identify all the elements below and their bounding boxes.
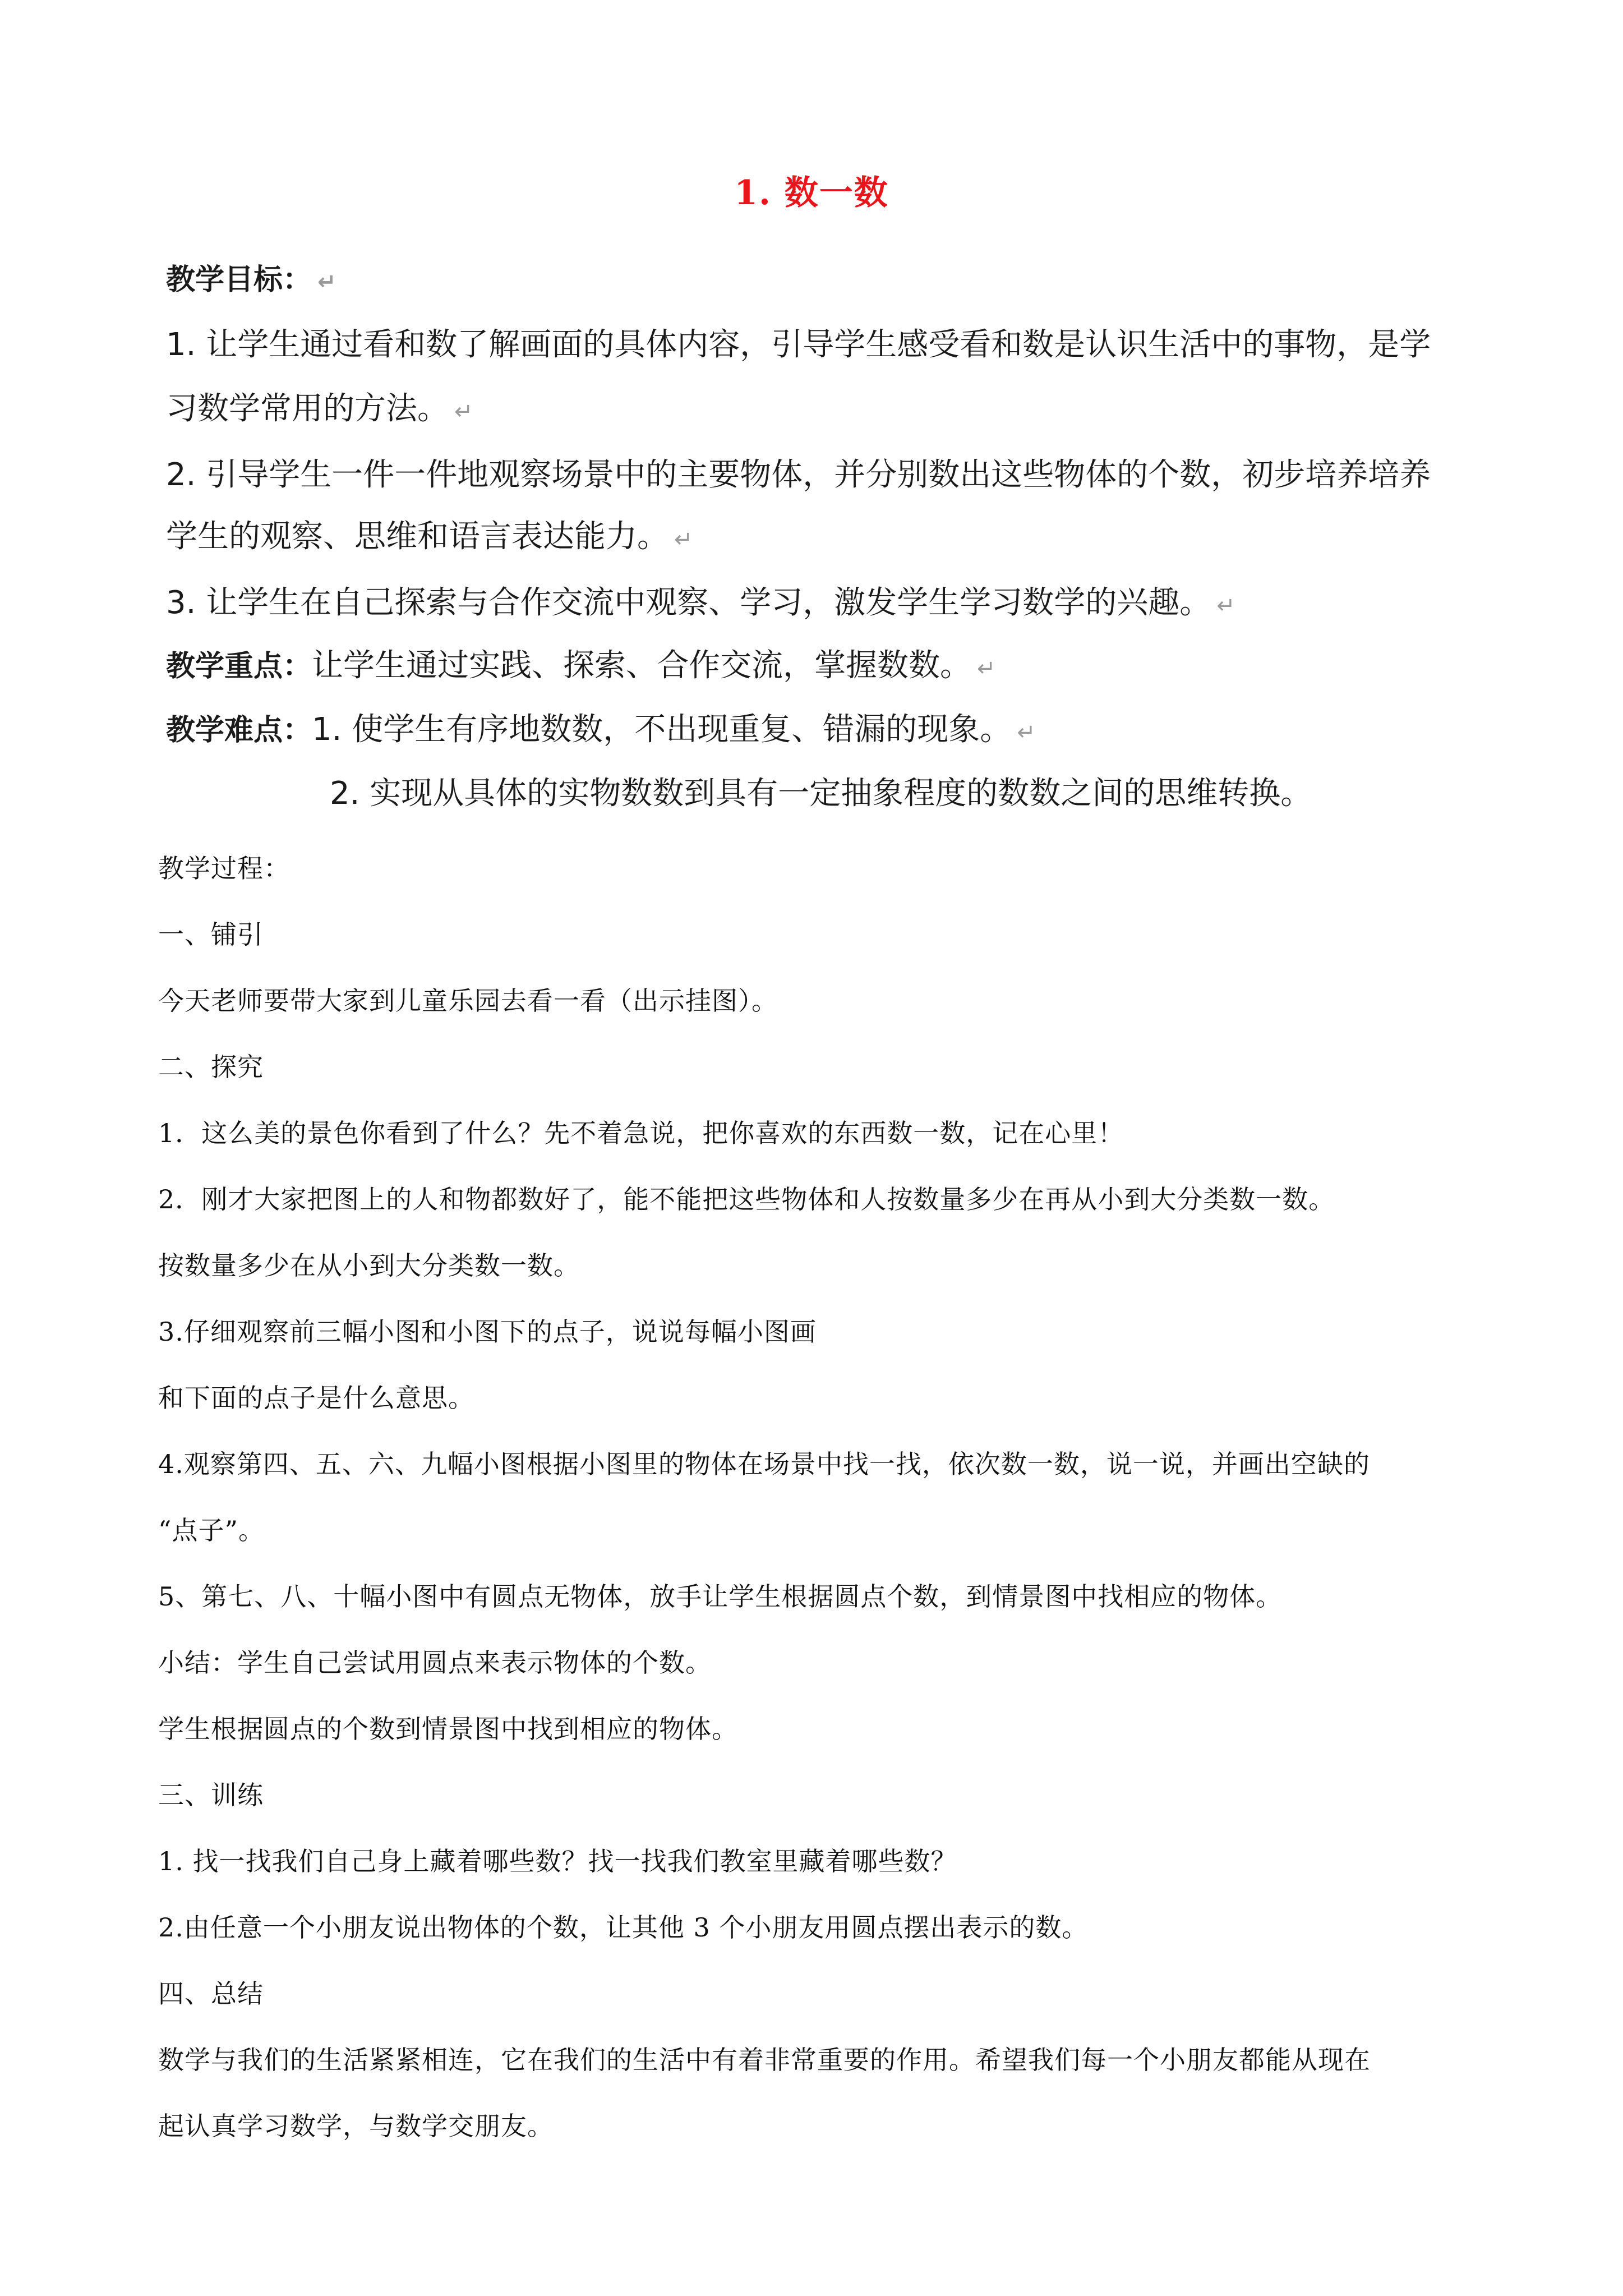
return-mark-icon: ↵ bbox=[1216, 593, 1235, 619]
process-line: 一、铺引 bbox=[158, 919, 264, 950]
goal-label bbox=[166, 256, 336, 298]
goal-line-2-text: 习数学常用的方法。 bbox=[166, 390, 449, 427]
return-mark-icon: ↵ bbox=[1017, 720, 1036, 746]
difficulty-line-2: 2. 实现从具体的实物数数到具有一定抽象程度的数数之间的思维转换。 bbox=[330, 775, 1312, 812]
difficulty-text-1: 1. 使学生有序地数数，不出现重复、错漏的现象。 bbox=[312, 711, 1012, 748]
process-line: 3.仔细观察前三幅小图和小图下的点子，说说每幅小图画 bbox=[158, 1317, 817, 1347]
process-line: 三、训练 bbox=[158, 1780, 264, 1810]
document-title: 1. 数一数 bbox=[734, 173, 889, 213]
process-heading: 教学过程： bbox=[158, 853, 290, 884]
process-line: 四、总结 bbox=[158, 1978, 264, 2009]
goal-line-5-text: 3. 让学生在自己探索与合作交流中观察、学习，激发学生学习数学的兴趣。 bbox=[166, 585, 1211, 621]
difficulty-label: 教学难点： bbox=[166, 714, 312, 747]
key-point-line bbox=[166, 641, 996, 685]
goal-line-3: 2. 引导学生一件一件地观察场景中的主要物体，并分别数出这些物体的个数，初步培养培养 bbox=[166, 457, 1431, 493]
return-mark-icon: ↵ bbox=[977, 656, 996, 682]
process-line: 数学与我们的生活紧紧相连，它在我们的生活中有着非常重要的作用。希望我们每一个小朋友都能从现在 bbox=[158, 2045, 1371, 2075]
process-line: 5、第七、八、十幅小图中有圆点无物体，放手让学生根据圆点个数，到情景图中找相应的物体。 bbox=[158, 1581, 1283, 1612]
key-point-text: 让学生通过实践、探索、合作交流，掌握数数。 bbox=[312, 647, 972, 684]
return-mark-icon: ↵ bbox=[674, 527, 693, 553]
process-line: 1. 找一找我们自己身上藏着哪些数？找一找我们教室里藏着哪些数？ bbox=[158, 1846, 957, 1876]
difficulty-line-1 bbox=[166, 705, 1036, 749]
process-line: 2．刚才大家把图上的人和物都数好了，能不能把这些物体和人按数量多少在再从小到大分类数一数。 bbox=[158, 1184, 1335, 1214]
key-point-label: 教学重点： bbox=[166, 650, 312, 683]
goal-line-4 bbox=[166, 512, 693, 556]
process-line: 二、探究 bbox=[158, 1052, 264, 1082]
process-line: 起认真学习数学，与数学交朋友。 bbox=[158, 2111, 554, 2141]
goal-line-5 bbox=[166, 578, 1235, 623]
goal-label-text: 教学目标： bbox=[166, 263, 312, 297]
process-line: 按数量多少在从小到大分类数一数。 bbox=[158, 1250, 580, 1281]
process-line: 今天老师要带大家到儿童乐园去看一看（出示挂图）。 bbox=[158, 986, 778, 1016]
return-mark-icon: ↵ bbox=[317, 269, 336, 295]
process-line: 1．这么美的景色你看到了什么？先不着急说，把你喜欢的东西数一数，记在心里！ bbox=[158, 1118, 1124, 1148]
goal-line-2 bbox=[166, 384, 473, 429]
process-line: 2.由任意一个小朋友说出物体的个数，让其他 3 个小朋友用圆点摆出表示的数。 bbox=[158, 1912, 1089, 1943]
process-line: 和下面的点子是什么意思。 bbox=[158, 1383, 474, 1413]
process-line: 4.观察第四、五、六、九幅小图根据小图里的物体在场景中找一找，依次数一数，说一说，并画出空缺的 bbox=[158, 1449, 1370, 1479]
return-mark-icon: ↵ bbox=[454, 399, 473, 425]
process-line: 学生根据圆点的个数到情景图中找到相应的物体。 bbox=[158, 1714, 738, 1744]
process-line: 小结：学生自己尝试用圆点来表示物体的个数。 bbox=[158, 1648, 712, 1678]
process-line: “点子”。 bbox=[158, 1515, 265, 1545]
goal-line-1: 1. 让学生通过看和数了解画面的具体内容，引导学生感受看和数是认识生活中的事物，是学 bbox=[166, 326, 1431, 363]
goal-line-4-text: 学生的观察、思维和语言表达能力。 bbox=[166, 518, 668, 555]
